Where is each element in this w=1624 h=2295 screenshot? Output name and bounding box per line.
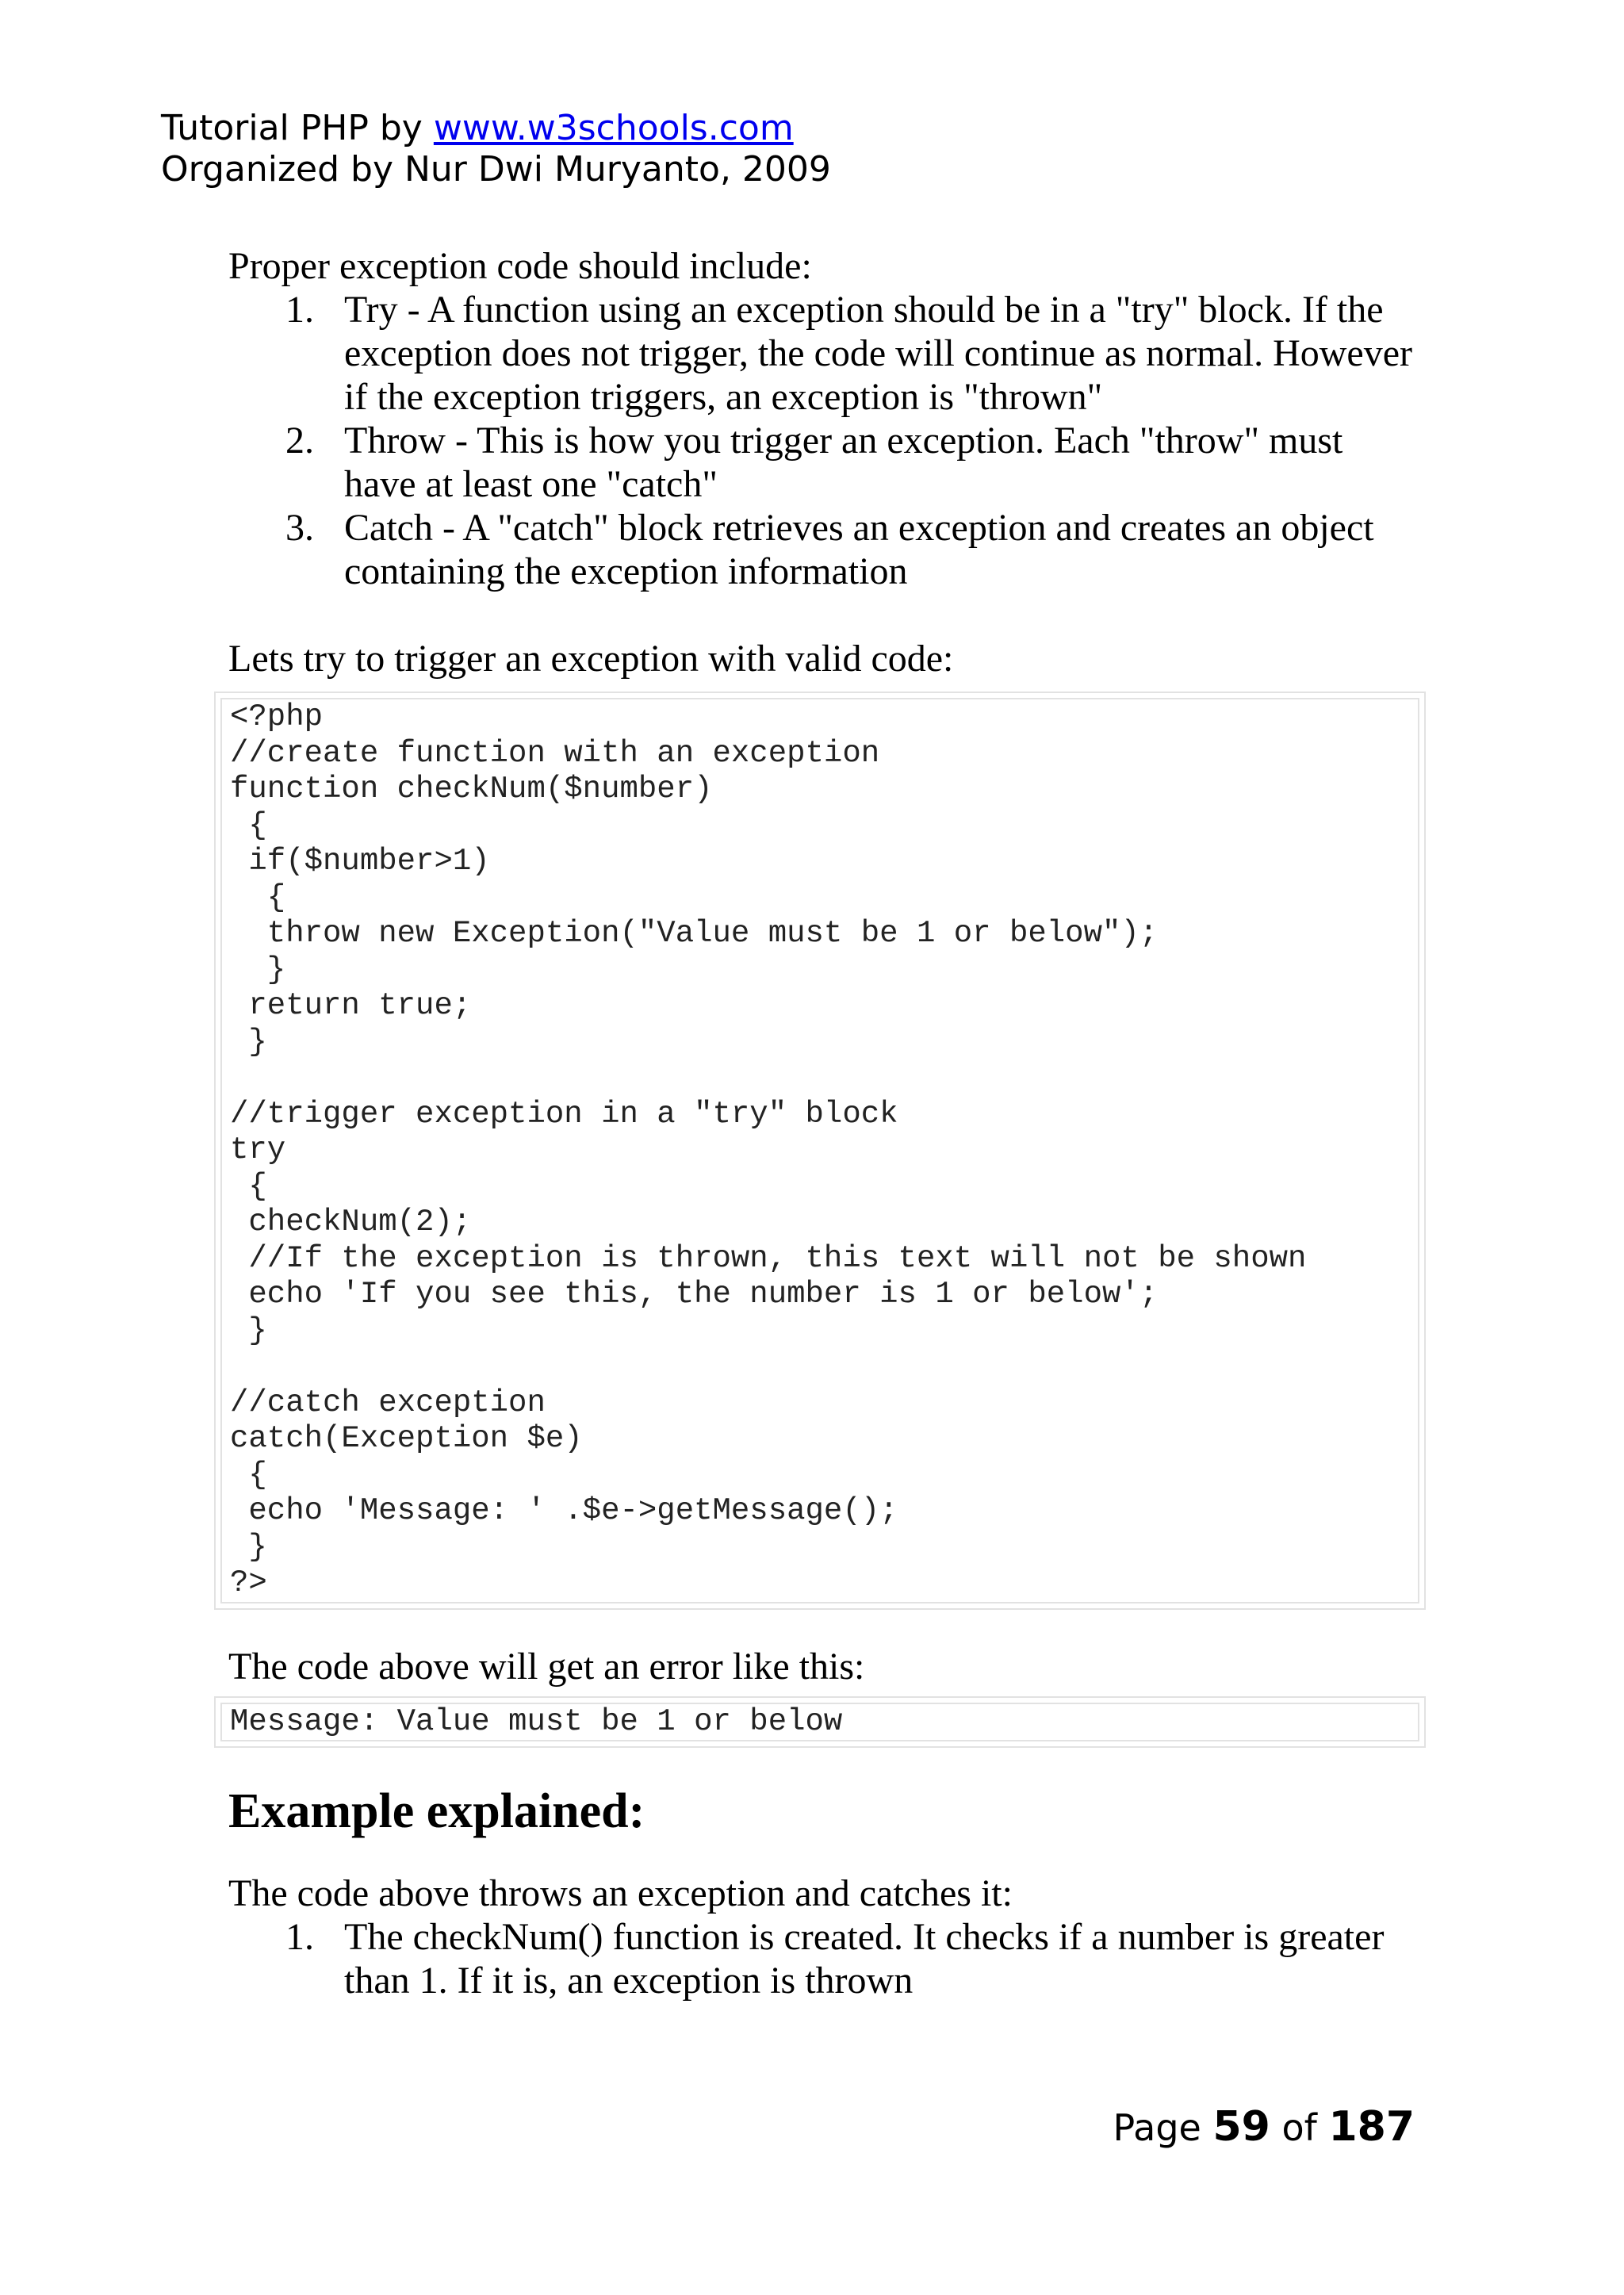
of-word: of	[1281, 2106, 1317, 2149]
intro-paragraph: Proper exception code should include:	[228, 245, 812, 287]
list-number: 2.	[285, 420, 314, 462]
output-lead-paragraph: The code above will get an error like this:	[228, 1645, 865, 1688]
list-item-text: Try - A function using an exception should be in a "try" block. If the exception does not trigger, the code will continue as normal. However if the exception triggers, an exception is "thrown"	[344, 289, 1412, 418]
header-line-1	[161, 108, 831, 149]
page-header	[161, 108, 831, 190]
output-text: Message: Value must be 1 or below	[230, 1703, 843, 1739]
page-footer	[1113, 2103, 1415, 2151]
list-item-text: Catch - A "catch" block retrieves an exception and creates an object containing the exception information	[344, 507, 1374, 592]
list-number: 3.	[285, 507, 314, 549]
header-title: Tutorial PHP by	[161, 108, 434, 148]
section-heading: Example explained:	[228, 1784, 645, 1838]
document-body	[228, 244, 1418, 2002]
list-item	[228, 288, 1418, 419]
header-line-2: Organized by Nur Dwi Muryanto, 2009	[161, 149, 831, 190]
list-item	[228, 419, 1418, 506]
w3schools-link[interactable]: www.w3schools.com	[433, 108, 794, 148]
output-box	[214, 1696, 1426, 1749]
list-item	[228, 1915, 1418, 2002]
explain-intro-paragraph: The code above throws an exception and catches it:	[228, 1872, 1013, 1914]
list-item-text: The checkNum() function is created. It checks if a number is greater than 1. If it is, an exception is thrown	[344, 1916, 1385, 2002]
page-number: 59	[1212, 2103, 1270, 2151]
exception-parts-list	[228, 288, 1418, 593]
list-item-text: Throw - This is how you trigger an exception. Each "throw" must have at least one "catch"	[344, 420, 1343, 505]
list-item	[228, 506, 1418, 593]
explanation-list	[228, 1915, 1418, 2002]
page-total: 187	[1328, 2103, 1415, 2151]
php-code-block: <?php //create function with an exception function checkNum($number) { if($number>1) { throw new Exception("Value must be 1 or below"); } return true; } //trigger exception in a "try" block try { checkNum(2); //If the exception is thrown, this text will not be shown echo 'If you see this, the number is 1 or below'; } //catch exception catch(Exception $e) { echo 'Message: ' .$e->getMessage(); } ?>	[230, 699, 1307, 1600]
code-lead-paragraph: Lets try to trigger an exception with valid code:	[228, 638, 954, 680]
list-number: 1.	[285, 1916, 314, 1958]
list-number: 1.	[285, 289, 314, 331]
page-word: Page	[1113, 2106, 1201, 2149]
code-example-box	[214, 692, 1426, 1610]
